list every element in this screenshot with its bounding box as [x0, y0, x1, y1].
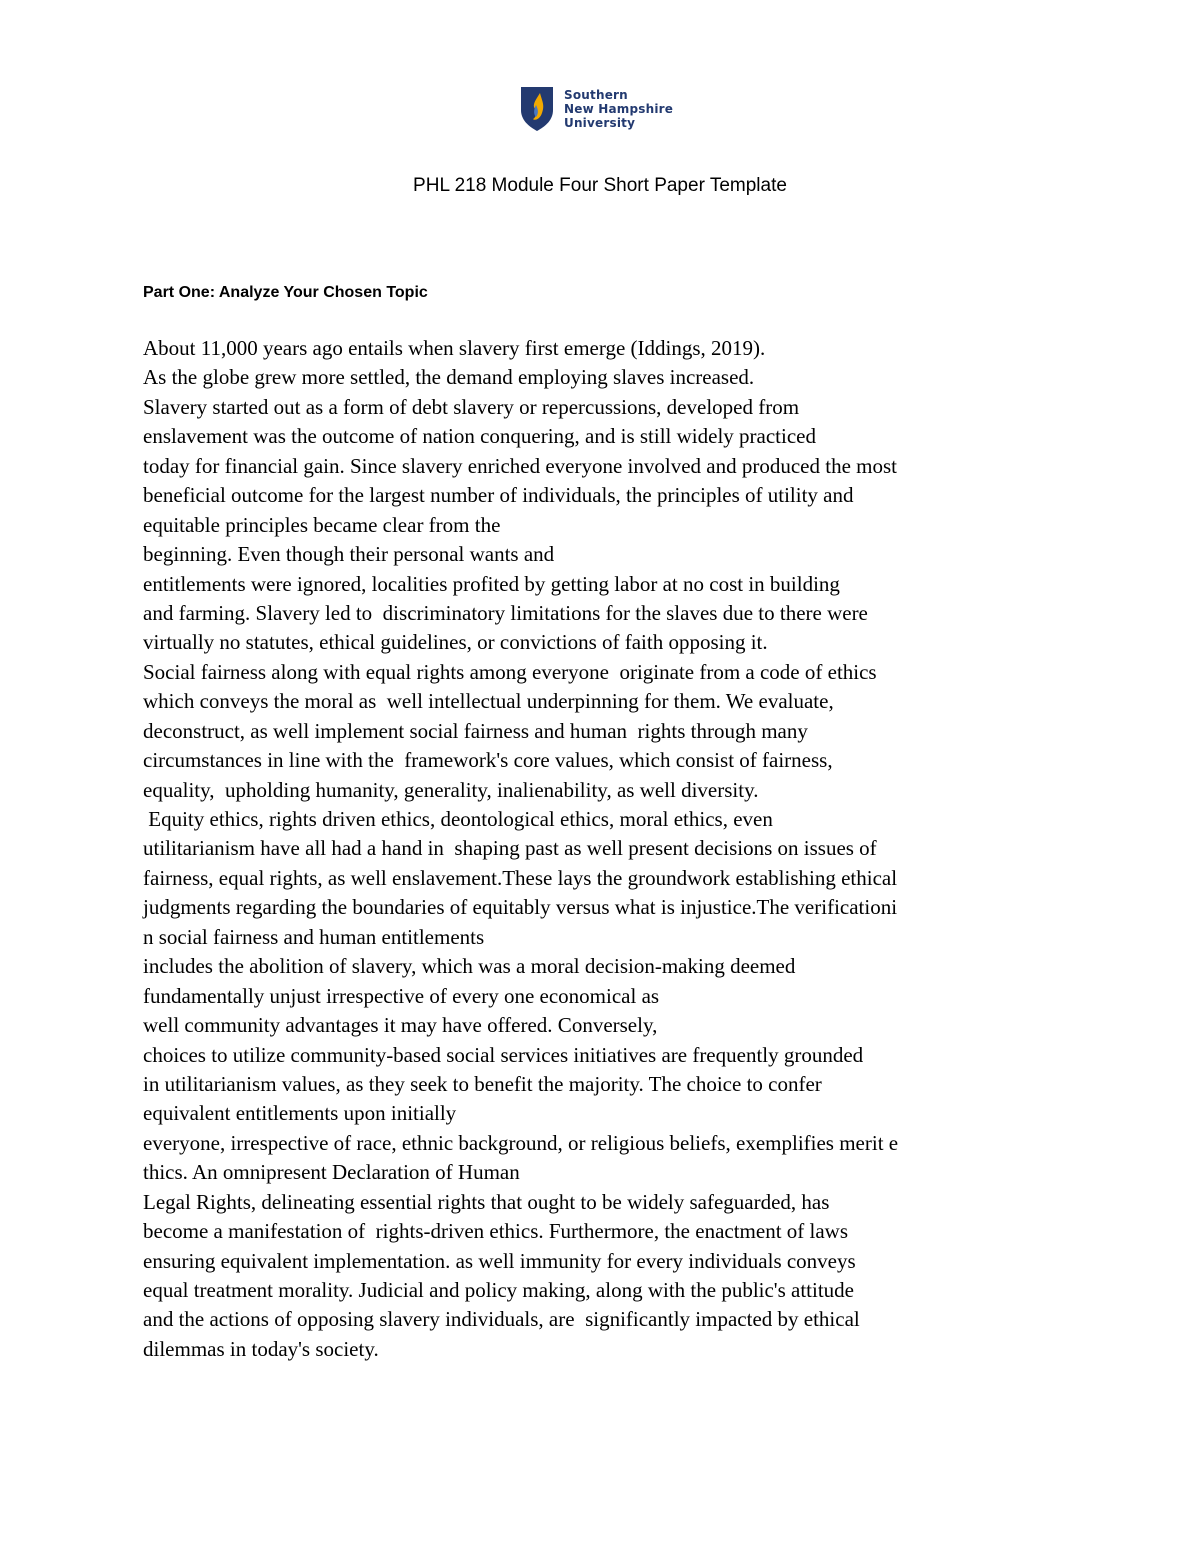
university-logo: [520, 84, 673, 134]
body-text-line: today for financial gain. Since slavery enriched everyone involved and produced the most: [143, 453, 897, 478]
body-text-line: thics. An omnipresent Declaration of Human: [143, 1160, 520, 1185]
body-text-line: About 11,000 years ago entails when slavery first emerge (Iddings, 2019).: [143, 336, 766, 360]
shield-flame-icon: [520, 86, 554, 132]
body-text-line: equality, upholding humanity, generality, inalienability, as well diversity.: [143, 777, 759, 802]
body-text-line: Equity ethics, rights driven ethics, deontological ethics, moral ethics, even: [143, 807, 773, 831]
body-text-line: circumstances in line with the framework's core values, which consist of fairness,: [143, 748, 833, 773]
body-text-line: enslavement was the outcome of nation conquering, and is still widely practiced: [143, 424, 816, 449]
body-text-line: utilitarianism have all had a hand in shaping past as well present decisions on issues of: [143, 836, 877, 861]
body-text-line: equal treatment morality. Judicial and policy making, along with the public's attitude: [143, 1278, 854, 1302]
body-text-line: and the actions of opposing slavery individuals, are significantly impacted by ethical: [143, 1307, 860, 1332]
logo-line-1: Southern: [564, 88, 628, 102]
logo-wordmark: [564, 88, 673, 130]
body-text-line: n social fairness and human entitlements: [143, 924, 485, 949]
body-text-line: become a manifestation of rights-driven ethics. Furthermore, the enactment of laws: [143, 1219, 849, 1244]
body-text-line: includes the abolition of slavery, which was a moral decision-making deemed: [143, 954, 796, 979]
body-text-line: ensuring equivalent implementation. as well immunity for every individuals conveys: [143, 1248, 856, 1273]
body-text-line: Slavery started out as a form of debt slavery or repercussions, developed from: [143, 394, 800, 419]
body-text-line: equitable principles became clear from the: [143, 512, 501, 537]
body-text-line: Legal Rights, delineating essential rights that ought to be widely safeguarded, has: [143, 1189, 830, 1214]
body-text-line: beginning. Even though their personal wants and: [143, 542, 555, 567]
body-text-line: judgments regarding the boundaries of equitably versus what is injustice.The verificationi: [143, 895, 898, 920]
document-title: PHL 218 Module Four Short Paper Template: [413, 175, 787, 196]
body-text-line: in utilitarianism values, as they seek to benefit the majority. The choice to confer: [143, 1071, 822, 1096]
body-paragraph: [143, 334, 1143, 1364]
logo-line-3: University: [564, 116, 636, 130]
body-text-line: virtually no statutes, ethical guidelines, or convictions of faith opposing it.: [143, 630, 768, 655]
body-text-line: Social fairness along with equal rights among everyone originate from a code of ethics: [143, 659, 877, 684]
section-heading: Part One: Analyze Your Chosen Topic: [143, 284, 428, 301]
body-text-line: deconstruct, as well implement social fairness and human rights through many: [143, 718, 808, 743]
body-text-line: choices to utilize community-based social services initiatives are frequently grounded: [143, 1042, 864, 1067]
body-text-line: and farming. Slavery led to discriminatory limitations for the slaves due to there were: [143, 600, 868, 625]
body-text-line: dilemmas in today's society.: [143, 1336, 379, 1361]
body-text-line: entitlements were ignored, localities profited by getting labor at no cost in building: [143, 571, 840, 596]
logo-line-2: New Hampshire: [564, 102, 674, 116]
body-text-line: equivalent entitlements upon initially: [143, 1101, 457, 1126]
body-text-line: As the globe grew more settled, the demand employing slaves increased.: [143, 365, 755, 390]
body-text-line: fairness, equal rights, as well enslavement.These lays the groundwork establishing ethical: [143, 865, 898, 890]
body-text-line: everyone, irrespective of race, ethnic background, or religious beliefs, exemplifies merit e: [143, 1130, 899, 1155]
body-text-line: which conveys the moral as well intellectual underpinning for them. We evaluate,: [143, 689, 834, 714]
body-text-line: beneficial outcome for the largest number of individuals, the principles of utility and: [143, 483, 854, 508]
body-text-line: fundamentally unjust irrespective of every one economical as: [143, 983, 660, 1008]
body-text-line: well community advantages it may have offered. Conversely,: [143, 1013, 658, 1038]
